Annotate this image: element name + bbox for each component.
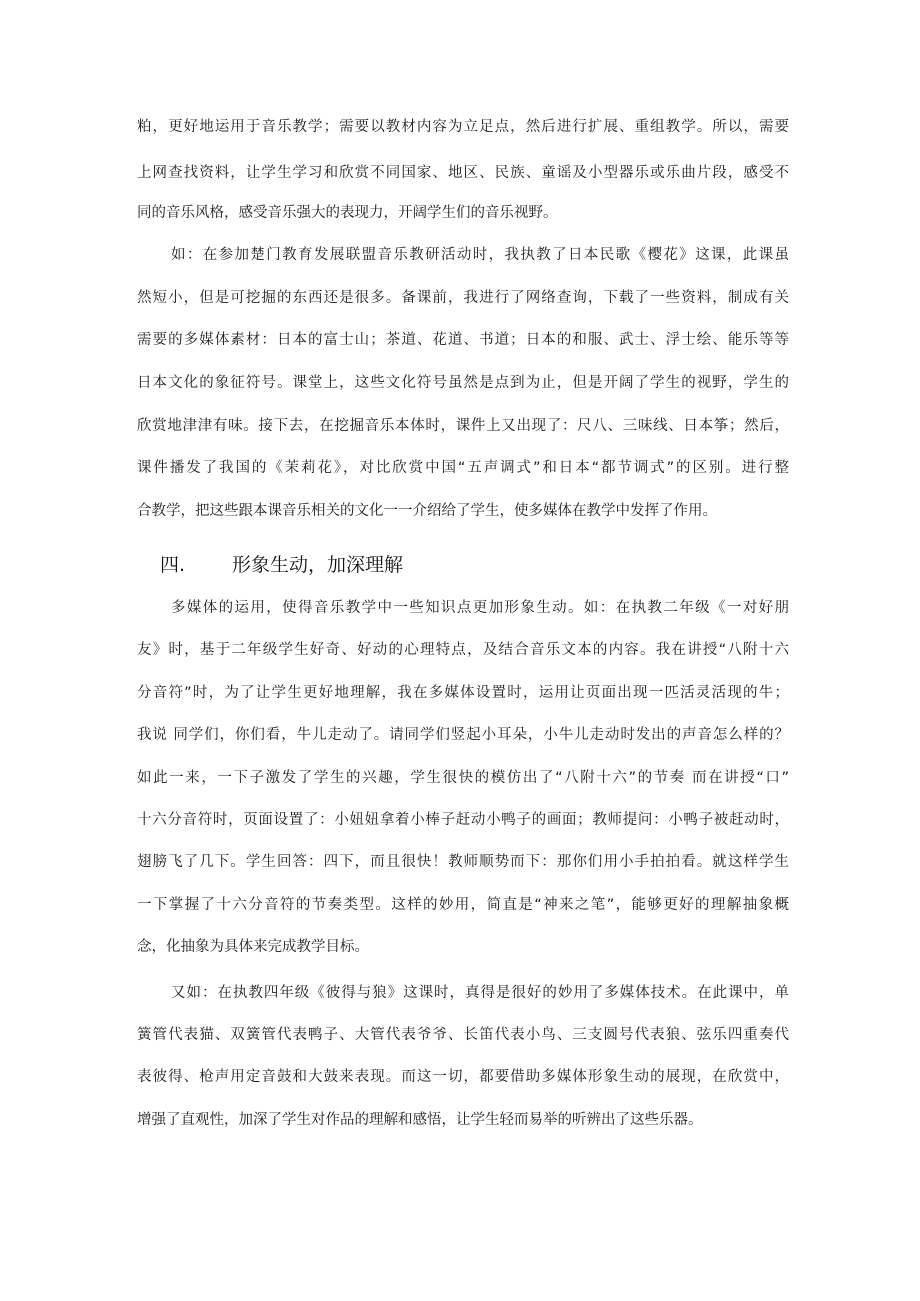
paragraph-2-line-6: 课件播发了我国的《茉莉花》，对比欣赏中国“五声调式”和日本“都节调式”的区别。进行整 bbox=[137, 460, 789, 476]
paragraph-3-line-4: 我说 同学们，你们看，牛儿走动了。请同学们竖起小耳朵，小牛儿走动时发出的声音怎么样的？ bbox=[137, 727, 789, 743]
section-number: 四. bbox=[160, 554, 186, 576]
paragraph-2-line-2: 然短小，但是可挖掘的东西还是很多。备课前，我进行了网络查询，下载了一些资料，制成有关 bbox=[137, 290, 789, 306]
paragraph-4-line-1: 又如：在执教四年级《彼得与狼》这课时，真得是很好的妙用了多媒体技术。在此课中，单 bbox=[171, 985, 789, 1001]
paragraph-3-line-3: 分音符”时，为了让学生更好地理解，我在多媒体设置时，运用让页面出现一匹活灵活现的牛； bbox=[137, 685, 789, 701]
paragraph-4-line-2: 簧管代表猫、双簧管代表鸭子、大管代表爷爷、长笛代表小鸟、三支圆号代表狼、弦乐四重奏代 bbox=[137, 1027, 789, 1043]
paragraph-3-line-7: 翅膀飞了几下。学生回答：四下，而且很快！教师顺势而下：那你们用小手拍拍看。就这样学生 bbox=[137, 854, 789, 870]
section-heading bbox=[160, 553, 403, 577]
paragraph-3-line-6: 十六分音符时，页面设置了：小妞妞拿着小棒子赶动小鸭子的画面；教师提问：小鸭子被赶动时， bbox=[137, 812, 789, 828]
paragraph-4-line-4: 增强了直观性，加深了学生对作品的理解和感悟，让学生轻而易举的听辨出了这些乐器。 bbox=[137, 1112, 703, 1128]
paragraph-4-line-3: 表彼得、枪声用定音鼓和大鼓来表现。而这一切，都要借助多媒体形象生动的展现，在欣赏中， bbox=[137, 1069, 789, 1085]
paragraph-1-line-1: 粕，更好地运用于音乐教学；需要以教材内容为立足点，然后进行扩展、重组教学。所以，需要 bbox=[137, 119, 789, 135]
paragraph-1-line-3: 同的音乐风格，感受音乐强大的表现力，开阔学生们的音乐视野。 bbox=[137, 205, 558, 221]
paragraph-3-line-5: 如此一来，一下子激发了学生的兴趣，学生很快的模仿出了“八附十六”的节奏 而在讲授“口” bbox=[137, 770, 789, 786]
paragraph-1-line-2: 上网查找资料，让学生学习和欣赏不同国家、地区、民族、童谣及小型器乐或乐曲片段，感受不 bbox=[137, 165, 789, 181]
paragraph-3-line-1: 多媒体的运用，使得音乐教学中一些知识点更加形象生动。如：在执教二年级《一对好朋 bbox=[171, 600, 789, 616]
paragraph-2-line-1: 如：在参加楚门教育发展联盟音乐教研活动时，我执教了日本民歌《樱花》这课，此课虽 bbox=[171, 247, 789, 263]
paragraph-3-line-2: 友》时，基于二年级学生好奇、好动的心理特点，及结合音乐文本的内容。我在讲授“八附十六 bbox=[137, 642, 789, 658]
paragraph-2-line-4: 日本文化的象征符号。课堂上，这些文化符号虽然是点到为止，但是开阔了学生的视野，学生的 bbox=[137, 375, 789, 391]
paragraph-2-line-3: 需要的多媒体素材：日本的富士山；茶道、花道、书道；日本的和服、武士、浮士绘、能乐等等 bbox=[137, 332, 789, 348]
paragraph-2-line-7: 合教学，把这些跟本课音乐相关的文化一一介绍给了学生，使多媒体在教学中发挥了作用。 bbox=[137, 503, 717, 519]
paragraph-3-line-8: 一下掌握了十六分音符的节奏类型。这样的妙用，简直是“神来之笔”，能够更好的理解抽象概 bbox=[137, 897, 789, 913]
paragraph-2-line-5: 欣赏地津津有味。接下去，在挖掘音乐本体时，课件上又出现了：尺八、三味线、日本筝；然后， bbox=[137, 418, 789, 434]
paragraph-3-line-9: 念，化抽象为具体来完成教学目标。 bbox=[137, 939, 369, 955]
section-title: 形象生动，加深理解 bbox=[232, 554, 404, 576]
